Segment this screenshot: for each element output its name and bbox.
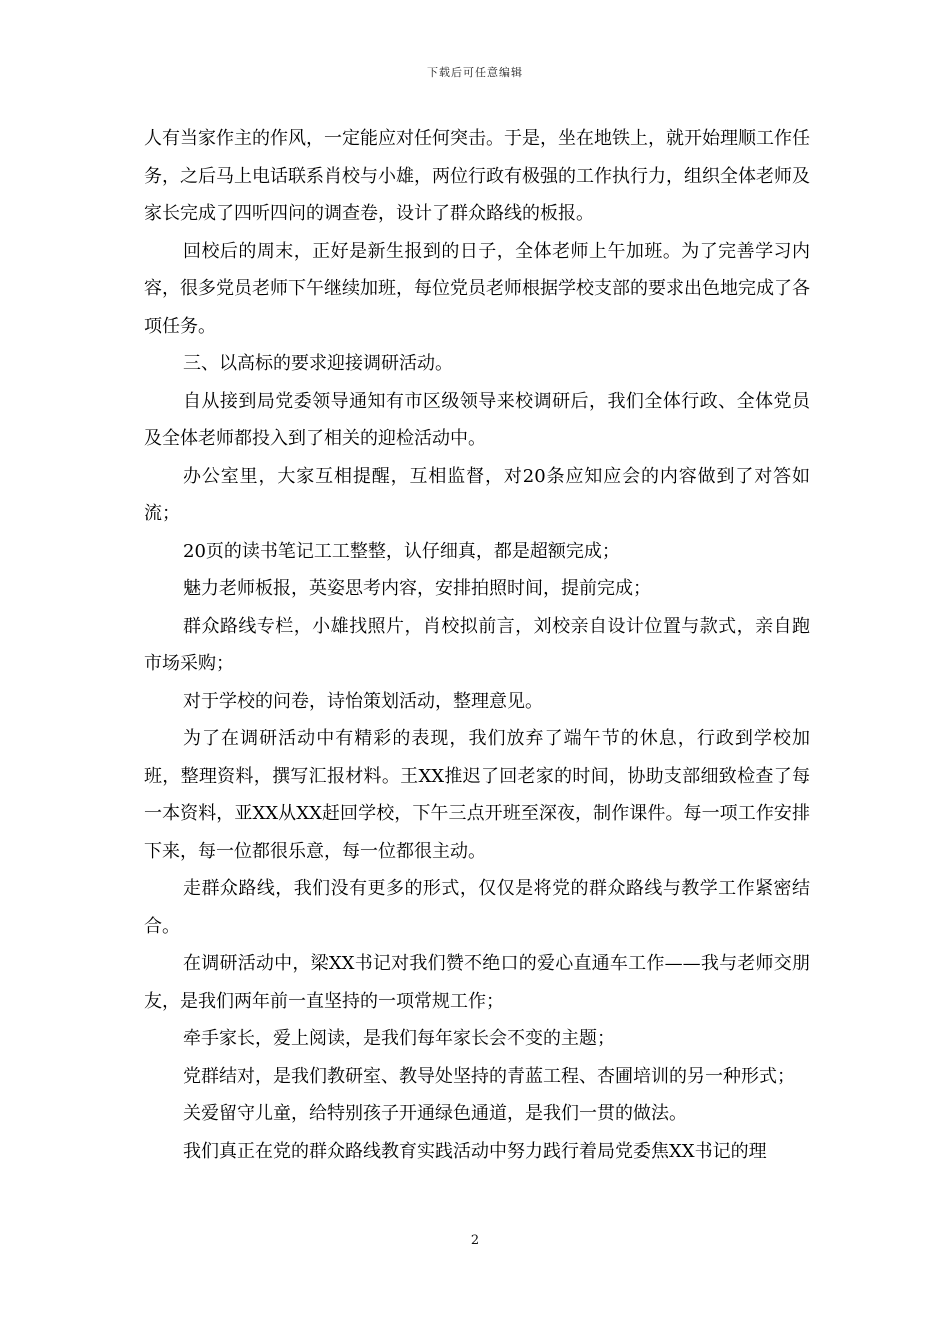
body-paragraph: 党群结对，是我们教研室、教导处坚持的青蓝工程、杏圃培训的另一种形式；	[183, 1065, 795, 1087]
body-paragraph: 三、以高标的要求迎接调研活动。	[183, 353, 453, 374]
body-paragraph: 对于学校的问卷，诗怡策划活动，整理意见。	[183, 690, 543, 712]
body-paragraph: 魅力老师板报，英姿思考内容，安排拍照时间，提前完成；	[183, 578, 651, 599]
page-number: 2	[470, 1233, 480, 1248]
body-paragraph: 20页的读书笔记工工整整，认仔细真，都是超额完成；	[183, 540, 620, 562]
body-paragraph: 为了在调研活动中有精彩的表现，我们放弃了端午节的休息，行政到学校加班，整理资料，撰写汇报材料。王XX推迟了回老家的时间，协助支部细致检查了每一本资料，亚XX从XX赶回学校，下午三点开班至深夜，制作课件。每一项工作安排下来，每一位都很乐意，每一位都很主动。	[144, 728, 810, 862]
body-paragraph: 回校后的周末，正好是新生报到的日子，全体老师上午加班。为了完善学习内容，很多党员老师下午继续加班，每位党员老师根据学校支部的要求出色地完成了各项任务。	[144, 240, 810, 337]
body-paragraph: 牵手家长，爱上阅读，是我们每年家长会不变的主题；	[183, 1028, 615, 1049]
body-paragraph: 办公室里，大家互相提醒，互相监督，对20条应知应会的内容做到了对答如流；	[144, 465, 810, 524]
body-paragraph: 关爱留守儿童，给特别孩子开通绿色通道，是我们一贯的做法。	[183, 1103, 687, 1124]
body-paragraph: 在调研活动中，梁XX书记对我们赞不绝口的爱心直通车工作——我与老师交朋友，是我们两年前一直坚持的一项常规工作；	[144, 953, 810, 1012]
body-paragraph: 走群众路线，我们没有更多的形式，仅仅是将党的群众路线与教学工作紧密结合。	[144, 878, 810, 937]
body-paragraph: 人有当家作主的作风，一定能应对任何突击。于是，坐在地铁上，就开始理顺工作任务，之后马上电话联系肖校与小雄，两位行政有极强的工作执行力，组织全体老师及家长完成了四听四问的调查卷，设计了群众路线的板报。	[144, 128, 810, 224]
body-paragraph: 群众路线专栏，小雄找照片，肖校拟前言，刘校亲自设计位置与款式，亲自跑市场采购；	[144, 615, 810, 674]
body-paragraph: 我们真正在党的群众路线教育实践活动中努力践行着局党委焦XX书记的理	[183, 1140, 767, 1162]
document-body	[144, 120, 810, 1170]
page-header: 下载后可任意编辑	[427, 66, 523, 79]
body-paragraph: 自从接到局党委领导通知有市区级领导来校调研后，我们全体行政、全体党员及全体老师都投入到了相关的迎检活动中。	[144, 390, 810, 449]
